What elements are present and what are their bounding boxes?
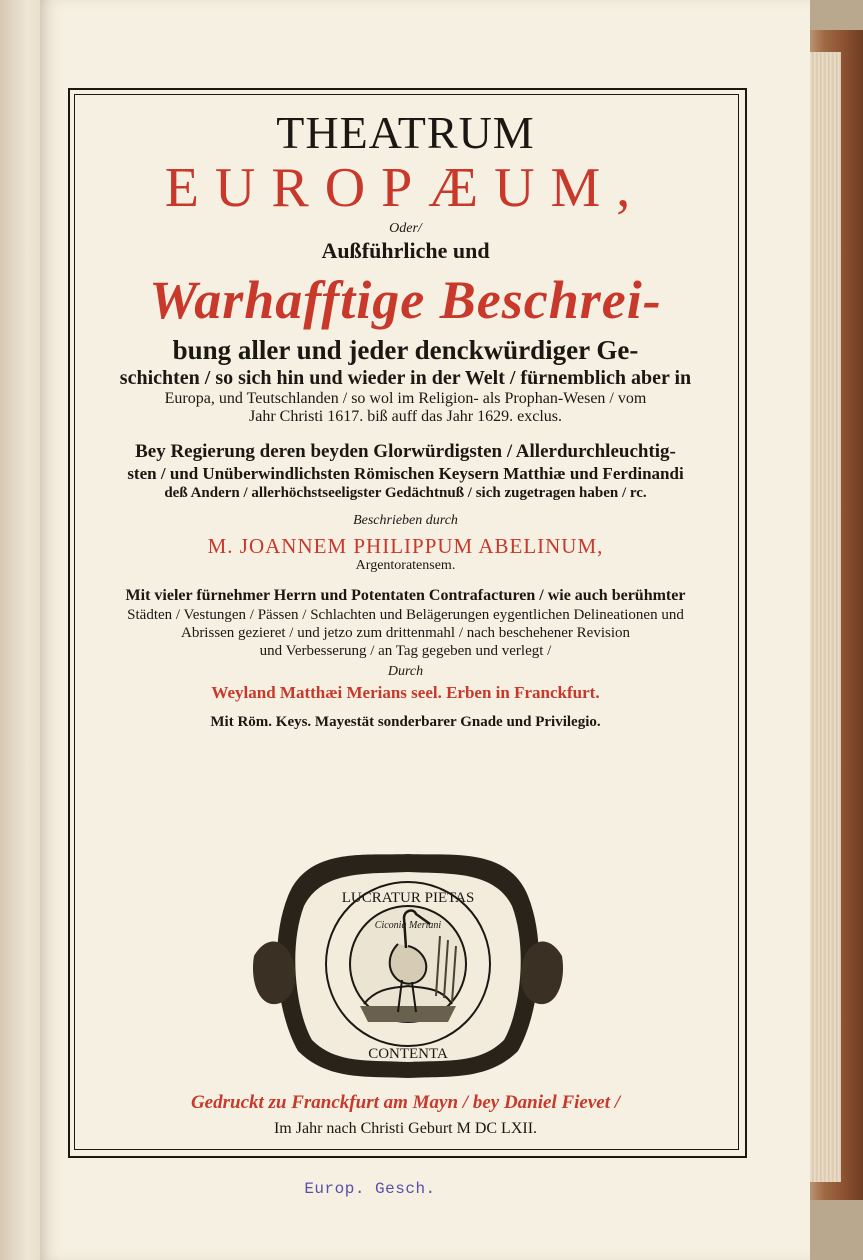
title-warhafftige: Warhafftige Beschrei-: [149, 270, 662, 330]
emblem-motto-top: LUCRATUR PIETAS: [341, 890, 475, 906]
page-edges: [807, 52, 841, 1182]
contents-line-4: und Verbesserung / an Tag gegeben und verlegt /: [259, 643, 552, 659]
author-name: M. JOANNEM PHILIPPUM ABELINUM,: [207, 534, 604, 558]
title-bung: bung aller und jeder denckwürdiger Ge-: [172, 335, 639, 365]
imprint-line-2: Im Jahr nach Christi Geburt M DC LXII.: [273, 1120, 538, 1137]
reign-line-3: deß Andern / allerhöchstseeligster Gedächtnuß / sich zugetragen haben / rc.: [164, 485, 647, 501]
title-page-content: [78, 98, 733, 1144]
contents-line-3: Abrissen gezieret / und jetzo zum drittenmahl / nach beschehener Revision: [180, 625, 631, 641]
author-intro: Beschrieben durch: [353, 513, 458, 528]
title-ausfuehrliche: Außführliche und: [321, 238, 490, 263]
printer-emblem: [248, 836, 568, 1086]
publisher-intro: Durch: [387, 664, 424, 679]
title-europaeum: EUROPÆUM,: [164, 158, 647, 218]
author-origin: Argentoratensem.: [355, 558, 456, 573]
publisher-name: Weyland Matthæi Merians seel. Erben in Franckfurt.: [211, 683, 600, 702]
emblem-motto-bottom: CONTENTA: [368, 1046, 448, 1062]
title-jahr: Jahr Christi 1617. biß auff das Jahr 1629. exclus.: [249, 408, 562, 425]
library-stamp: Europ. Gesch.: [304, 1180, 436, 1198]
emblem-inner-text: Ciconia Meriani: [374, 920, 442, 931]
title-oder: Oder/: [389, 221, 422, 236]
reign-line-2: sten / und Unüberwindlichsten Römischen Keysern Matthiæ und Ferdinandi: [127, 464, 684, 483]
title-europa: Europa, und Teutschlanden / so wol im Religion- als Prophan-Wesen / vom: [164, 390, 647, 407]
contents-line-1: Mit vieler fürnehmer Herrn und Potentaten Contrafacturen / wie auch berühmter: [125, 587, 686, 604]
title-theatrum: THEATRUM: [276, 110, 535, 156]
contents-line-2: Städten / Vestungen / Pässen / Schlachten und Belägerungen eygentlichen Delineationen und: [127, 607, 684, 623]
imprint-line-1: Gedruckt zu Franckfurt am Mayn / bey Daniel Fievet /: [190, 1092, 621, 1113]
reign-line-1: Bey Regierung deren beyden Glorwürdigsten / Allerdurchleuchtig-: [135, 441, 676, 462]
title-schichten: schichten / so sich hin und wieder in der Welt / fürnemblich aber in: [119, 367, 692, 389]
privilege-line: Mit Röm. Keys. Mayestät sonderbarer Gnade und Privilegio.: [210, 714, 601, 730]
